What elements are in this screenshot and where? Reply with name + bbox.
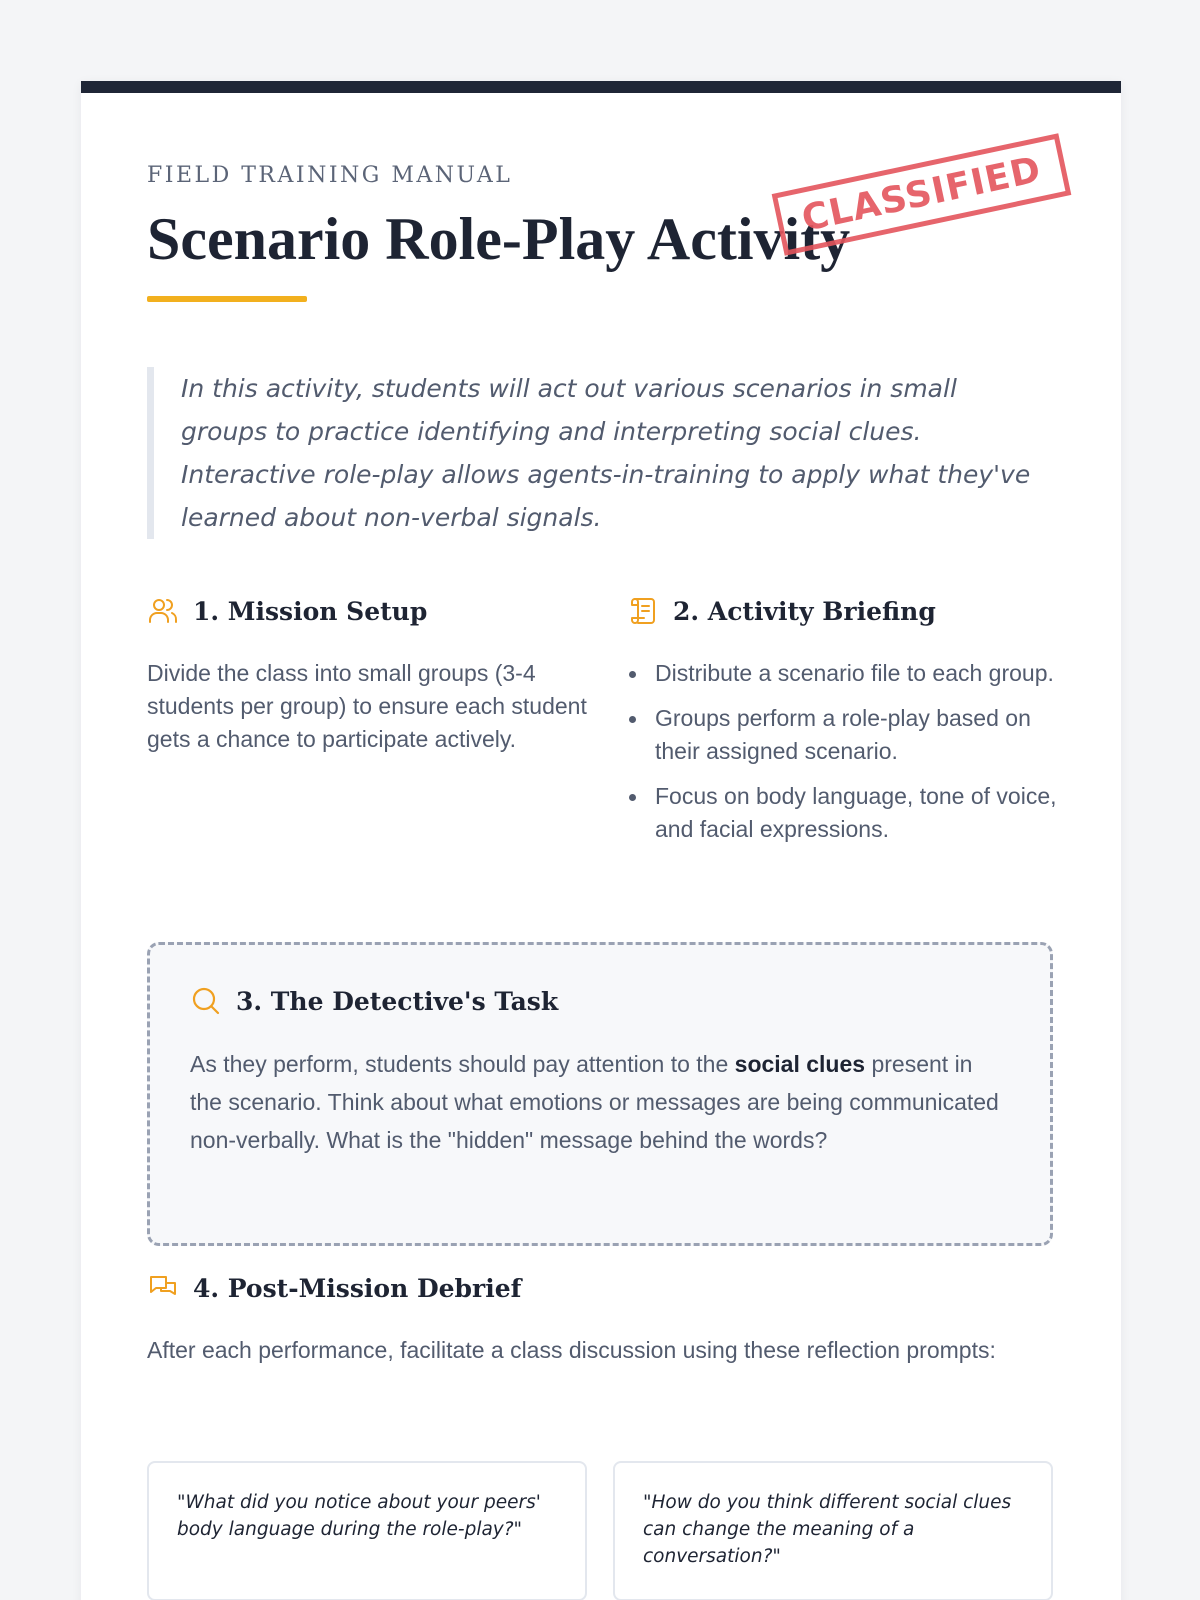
chat-icon bbox=[147, 1272, 179, 1304]
activity-briefing-section bbox=[627, 595, 1057, 858]
debrief-heading bbox=[147, 1272, 1053, 1304]
list-item: Distribute a scenario file to each group. bbox=[627, 657, 1057, 690]
manual-card bbox=[81, 81, 1121, 1600]
activity-briefing-heading bbox=[627, 595, 1057, 627]
title-underline bbox=[147, 296, 307, 302]
mission-setup-section bbox=[147, 595, 587, 756]
reflection-prompt-card: "How do you think different social clues can change the meaning of a conversation?" bbox=[613, 1461, 1053, 1600]
debrief-section bbox=[147, 1272, 1053, 1367]
debrief-title: 4. Post-Mission Debrief bbox=[193, 1273, 522, 1303]
reflection-prompt-card: "What did you notice about your peers' body language during the role-play?" bbox=[147, 1461, 587, 1600]
list-item: Groups perform a role-play based on their assigned scenario. bbox=[627, 702, 1057, 768]
task-text-part: As they perform, students should pay attention to the bbox=[190, 1051, 735, 1077]
activity-briefing-title: 2. Activity Briefing bbox=[673, 596, 936, 626]
users-icon bbox=[147, 595, 179, 627]
mission-setup-body: Divide the class into small groups (3-4 students per group) to ensure each student gets a chance to participate actively. bbox=[147, 660, 587, 752]
detective-task-body bbox=[190, 1045, 1010, 1159]
detective-task-title: 3. The Detective's Task bbox=[236, 986, 559, 1016]
scroll-icon bbox=[627, 595, 659, 627]
mission-setup-heading bbox=[147, 595, 587, 627]
debrief-body: After each performance, facilitate a class discussion using these reflection prompts: bbox=[147, 1337, 996, 1363]
detective-task-heading bbox=[190, 985, 1010, 1017]
mission-setup-title: 1. Mission Setup bbox=[193, 596, 428, 626]
eyebrow-label: FIELD TRAINING MANUAL bbox=[147, 163, 513, 188]
briefing-list bbox=[627, 657, 1057, 846]
task-text-emphasis: social clues bbox=[734, 1051, 866, 1077]
page-title: Scenario Role-Play Activity bbox=[147, 206, 851, 272]
detective-task-box bbox=[147, 942, 1053, 1246]
search-icon bbox=[190, 985, 222, 1017]
reflection-prompts bbox=[147, 1461, 1053, 1600]
classified-stamp: CLASSIFIED bbox=[772, 133, 1072, 256]
list-item: Focus on body language, tone of voice, and facial expressions. bbox=[627, 780, 1057, 846]
intro-quote: In this activity, students will act out various scenarios in small groups to practice identifying and interpreting social clues. Interactive role-play allows agents-in-training to apply what they've learned about non-verbal signals. bbox=[147, 367, 1047, 539]
task-text-part: present in the scenario. Think about what emotions or messages are being communicated non-verbally. What is the "hidden" message behind the words? bbox=[190, 1051, 999, 1153]
